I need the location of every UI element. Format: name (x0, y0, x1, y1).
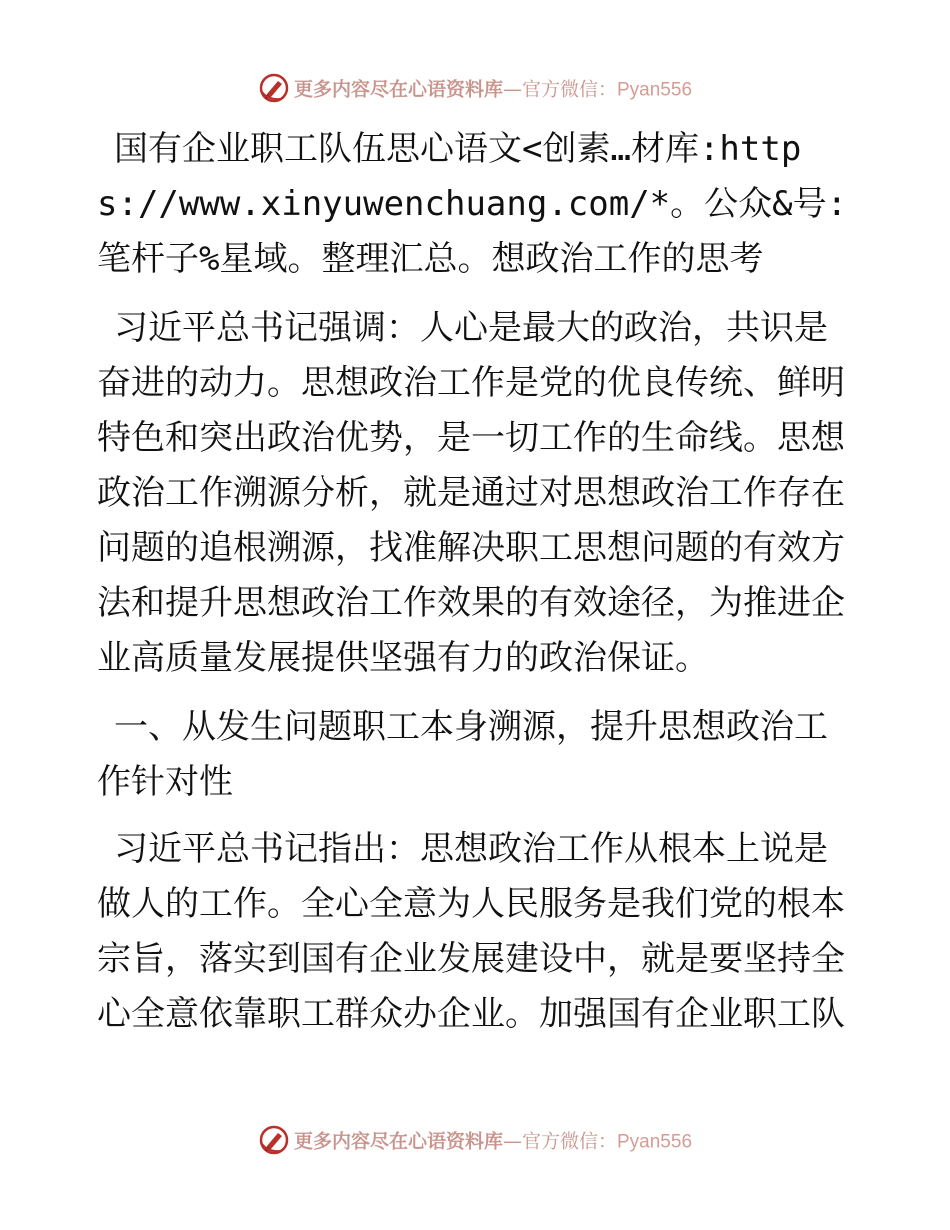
header-wechat-handle: Pyan556 (617, 79, 693, 101)
footer-wechat-label: 官方微信： (521, 1130, 617, 1153)
title-paragraph: 国有企业职工队伍思心语文<创素…材库:https://www.xinyuwenchuang.com/*。公众&号:笔杆子%星域。整理汇总。想政治工作的思考 (97, 129, 848, 279)
header-wechat-label: 官方微信： (521, 78, 617, 101)
header-watermark-banner (0, 74, 950, 106)
section-heading-1: 一、从发生问题职工本身溯源，提升思想政治工作针对性 (97, 707, 828, 802)
document-body (97, 122, 857, 1056)
footer-separator: — (502, 1130, 522, 1153)
footer-wechat-handle: Pyan556 (617, 1131, 693, 1153)
footer-brand-text: 更多内容尽在心语资料库 (293, 1130, 503, 1153)
header-brand-text: 更多内容尽在心语资料库 (293, 78, 503, 101)
pen-logo-icon (258, 72, 290, 104)
footer-watermark-banner (0, 1126, 950, 1158)
section-1-paragraph: 习近平总书记指出：思想政治工作从根本上说是做人的工作。全心全意为人民服务是我们党的根本宗旨，落实到国有企业发展建设中，就是要坚持全心全意依靠职工群众办企业。加强国有企业职工队 (97, 829, 845, 1034)
pen-logo-icon (258, 1124, 290, 1156)
intro-paragraph: 习近平总书记强调：人心是最大的政治，共识是奋进的动力。思想政治工作是党的优良传统、鲜明特色和突出政治优势，是一切工作的生命线。思想政治工作溯源分析，就是通过对思想政治工作存在问题的追根溯源，找准解决职工思想问题的有效方法和提升思想政治工作效果的有效途径，为推进企业高质量发展提供坚强有力的政治保证。 (97, 308, 845, 678)
header-separator: — (502, 78, 522, 101)
